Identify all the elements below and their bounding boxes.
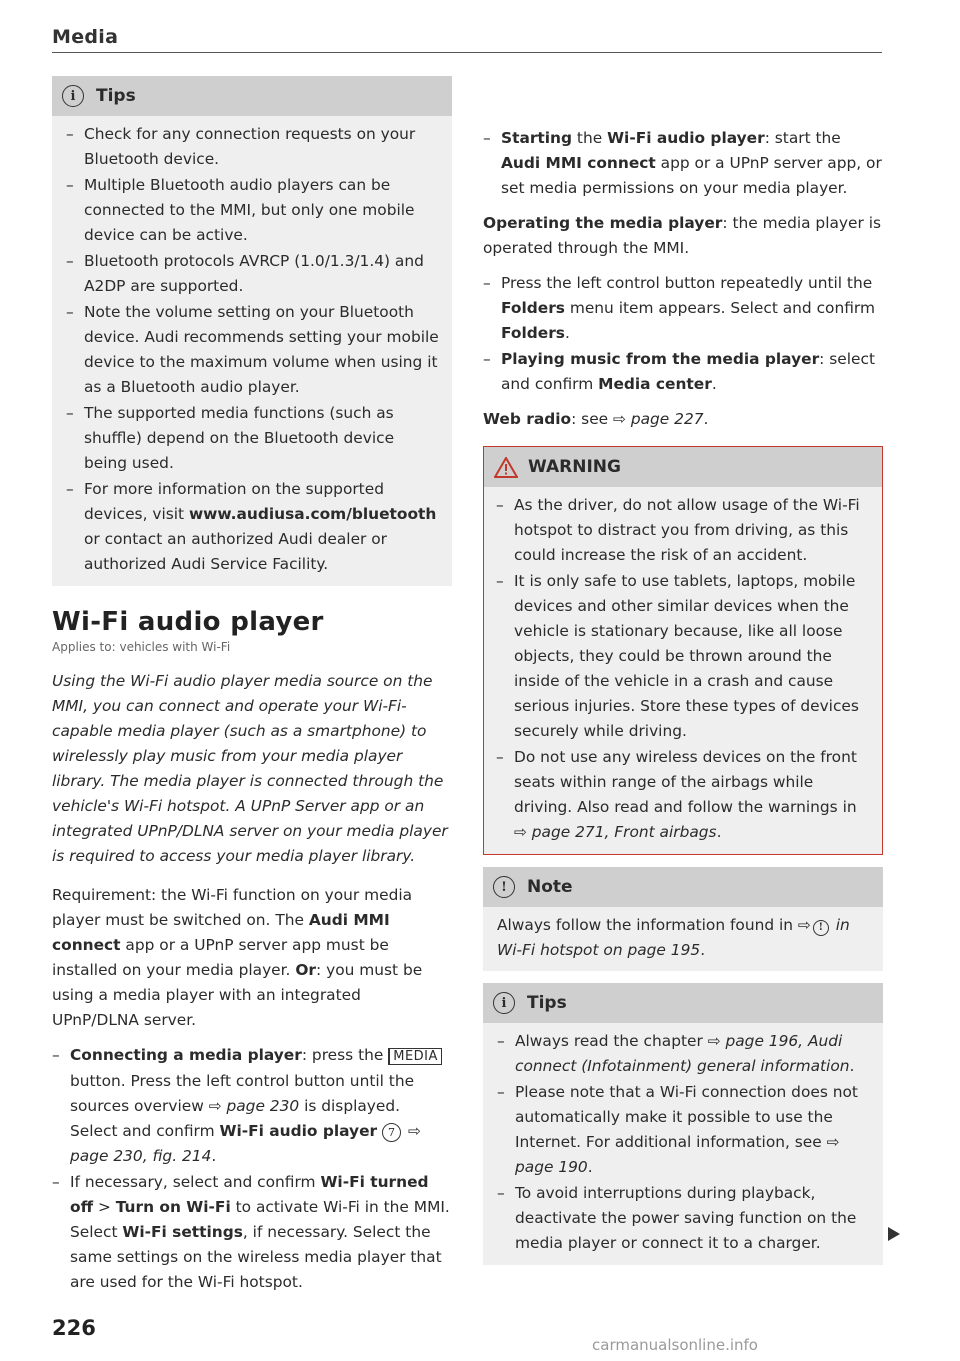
text: : you must be using a media player with an integrated UPnP/DLNA server. <box>52 961 423 1029</box>
tips-box-2 <box>483 983 883 1265</box>
text: Please note that a Wi-Fi connection does not automatically make it possible to use the Internet. For additional information, see <box>515 1083 858 1151</box>
list-item <box>483 126 883 201</box>
list-item: – It is only safe to use tablets, laptops, mobile devices and other similar devices when the vehicle is stationary because, like all loose objects, they could be thrown around the inside of the vehicle in a crash and cause serious injuries. Store these types of devices securely while driving. <box>496 569 870 744</box>
text: : start the <box>764 129 841 147</box>
text: If necessary, select and confirm <box>70 1173 321 1191</box>
list-item <box>66 477 440 577</box>
note-exclamation-icon: ! <box>493 876 515 898</box>
tips-title: Tips <box>527 992 567 1013</box>
tips-header <box>52 76 452 116</box>
page-ref[interactable]: in Wi-Fi hotspot on page 195 <box>497 916 850 959</box>
warning-list <box>496 493 870 845</box>
bold-term: Media center <box>598 375 712 393</box>
operating-paragraph <box>483 211 883 261</box>
list-item <box>497 1029 871 1079</box>
applies-to: Applies to: vehicles with Wi-Fi <box>52 640 231 654</box>
text: Requirement: the Wi-Fi function on your media player must be switched on. The <box>52 886 413 929</box>
bold-term: Playing music from the media player <box>501 350 820 368</box>
list-item <box>52 1043 452 1169</box>
tips-list <box>66 122 440 577</box>
text: button. Press the left control button until the sources overview <box>70 1072 415 1115</box>
tips-body <box>52 116 452 586</box>
bold-term: Wi-Fi turned off <box>70 1173 429 1216</box>
bold-term: Or <box>295 961 317 979</box>
text: : see <box>571 410 614 428</box>
page-ref[interactable]: ⇨ page 230 <box>208 1097 300 1115</box>
steps-list-continued <box>483 126 883 201</box>
bold-term: Wi-Fi audio player <box>219 1122 378 1140</box>
text: or contact an authorized Audi dealer or authorized Audi Service Facility. <box>84 530 388 573</box>
warning-body <box>484 487 882 854</box>
section-intro: Using the Wi-Fi audio player media source on the MMI, you can connect and operate your Wi-Fi-capable media player (such as a smartphone) to wirelessly play music from your media player library. The media player is connected through the vehicle's Wi-Fi hotspot. A UPnP Server app or an integrated UPnP/DLNA server on your media player is required to access your media player library. <box>52 672 448 865</box>
note-body <box>483 907 883 971</box>
list-item: – As the driver, do not allow usage of the Wi-Fi hotspot to distract you from driving, as this could increase the risk of an accident. <box>496 493 870 568</box>
text: the <box>572 129 608 147</box>
bold-term: Turn on Wi-Fi <box>115 1198 231 1216</box>
list-item: – Note the volume setting on your Bluetooth device. Audi recommends setting your mobile device to the maximum volume when using it as a Bluetooth audio player. <box>66 300 440 400</box>
page-ref[interactable]: ⇨ page 196, Audi connect (Infotainment) general information <box>515 1032 850 1075</box>
page-ref[interactable]: ⇨ page 227 <box>613 410 704 428</box>
text: , if necessary. Select the same settings on the wireless media player that are used for the Wi-Fi hotspot. <box>70 1223 442 1291</box>
bold-term: Audi MMI connect <box>52 911 390 954</box>
bold-term: Connecting a media player <box>70 1046 302 1064</box>
bold-term: Folders <box>501 299 565 317</box>
tips-body-2 <box>483 1023 883 1265</box>
list-item: – To avoid interruptions during playback, deactivate the power saving function on the media player or connect it to a charger. <box>497 1181 871 1256</box>
text: : the media player is operated through the MMI. <box>483 214 882 257</box>
media-key: MEDIA <box>388 1048 442 1065</box>
text: . <box>587 1158 593 1176</box>
warning-header <box>484 447 882 487</box>
list-item: – Check for any connection requests on your Bluetooth device. <box>66 122 440 172</box>
text: Press the left control button repeatedly until the <box>501 274 873 292</box>
text: . <box>711 375 717 393</box>
list-item: – The supported media functions (such as shuffle) depend on the Bluetooth device being used. <box>66 401 440 476</box>
note-box <box>483 867 883 971</box>
list-item <box>497 1080 871 1180</box>
text: . <box>703 410 709 428</box>
info-icon: i <box>493 992 515 1014</box>
text: app or a UPnP server app must be installed on your media player. <box>52 936 389 979</box>
web-radio-paragraph <box>483 407 883 432</box>
arrow-ref-icon: ⇨ <box>797 916 811 934</box>
bold-term: Wi-Fi audio player <box>607 129 765 147</box>
watermark: carmanualsonline.info <box>592 1336 758 1354</box>
warning-triangle-icon <box>494 457 518 478</box>
page-ref[interactable]: ⇨ page 271, Front airbags <box>514 823 717 841</box>
text: . <box>211 1147 217 1165</box>
tips-title: Tips <box>96 85 136 106</box>
text: Do not use any wireless devices on the front seats within range of the airbags while driving. Also read and follow the warnings in <box>514 748 857 816</box>
text: : press the <box>301 1046 389 1064</box>
warning-box <box>483 446 883 855</box>
text: app or a UPnP server app, or set media permissions on your media player. <box>501 154 882 197</box>
page-ref[interactable]: ⇨ page 190 <box>515 1133 840 1176</box>
warning-title: WARNING <box>528 456 621 477</box>
text: Always read the chapter <box>515 1032 708 1050</box>
info-icon: i <box>62 85 84 107</box>
bold-term: Folders <box>501 324 565 342</box>
bluetooth-link[interactable]: www.audiusa.com/bluetooth <box>188 505 437 523</box>
tips-list-2 <box>497 1029 871 1256</box>
bold-term: Operating the media player <box>483 214 723 232</box>
list-item <box>483 271 883 346</box>
tips-header-2 <box>483 983 883 1023</box>
page-number: 226 <box>52 1316 96 1340</box>
list-item: – Bluetooth protocols AVRCP (1.0/1.3/1.4) and A2DP are supported. <box>66 249 440 299</box>
continue-arrow-icon <box>887 1226 901 1246</box>
text: : select and confirm <box>501 350 875 393</box>
note-header <box>483 867 883 907</box>
header-rule <box>52 52 882 53</box>
list-item <box>52 1170 452 1295</box>
text: is displayed. Select and confirm <box>70 1097 401 1140</box>
note-title: Note <box>527 876 573 897</box>
right-column <box>483 76 883 1265</box>
section-title: Wi-Fi audio player <box>52 607 324 637</box>
text: . <box>564 324 570 342</box>
continuation-spacer <box>483 76 883 126</box>
text: > <box>93 1198 116 1216</box>
text: Always follow the information found in <box>497 916 798 934</box>
callout-number-icon: 7 <box>382 1123 401 1142</box>
requirement-paragraph <box>52 883 452 1033</box>
list-item <box>483 347 883 397</box>
bold-term: Starting <box>501 129 573 147</box>
text: menu item appears. Select and confirm <box>564 299 875 317</box>
text: . <box>849 1057 855 1075</box>
text: For more information on the supported devices, visit <box>84 480 384 523</box>
text: . <box>700 941 706 959</box>
bold-term: Wi-Fi settings <box>122 1223 243 1241</box>
list-item: – Multiple Bluetooth audio players can be connected to the MMI, but only one mobile device can be active. <box>66 173 440 248</box>
page-ref[interactable]: ⇨ page 230, fig. 214 <box>70 1122 421 1165</box>
list-item <box>496 745 870 845</box>
running-header: Media <box>52 26 119 48</box>
bold-term: Web radio <box>483 410 572 428</box>
steps-list <box>52 1043 452 1295</box>
note-ref-icon: ! <box>813 920 829 936</box>
text: . <box>716 823 722 841</box>
operating-list <box>483 271 883 397</box>
bold-term: Audi MMI connect <box>501 154 656 172</box>
tips-box <box>52 76 452 586</box>
text: to activate Wi-Fi in the MMI. Select <box>70 1198 450 1241</box>
left-column <box>52 76 452 1296</box>
